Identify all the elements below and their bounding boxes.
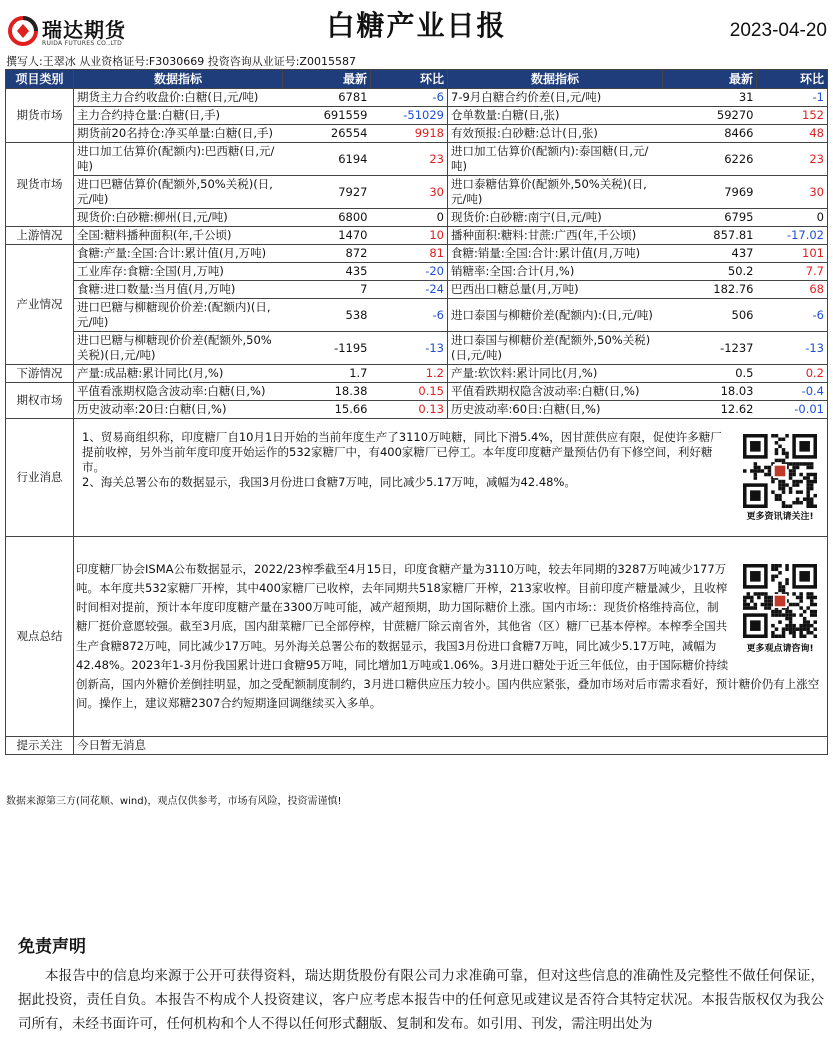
indicator-change: 30 (757, 176, 828, 209)
table-row (6, 107, 828, 125)
indicator-name: 平值看跌期权隐含波动率:白糖(日,%) (448, 383, 663, 401)
indicator-value: 691559 (283, 107, 371, 125)
indicator-value: 182.76 (663, 281, 757, 299)
author-line: 撰写人:王翠冰 从业资格证号:F3030669 投资咨询从业证号:Z0015587 (6, 55, 356, 68)
indicator-name: 进口加工估算价(配额内):巴西糖(日,元/吨) (74, 143, 283, 176)
qr-caption: 更多观点请咨询! (746, 643, 814, 654)
indicator-change: 0.13 (371, 401, 448, 419)
table-row (6, 263, 828, 281)
view-summary-text: 印度糖厂协会ISMA公布数据显示，2022/23榨季截至4月15日，印度食糖产量为3110万吨，较去年同期的3287万吨减少177万吨。本年度共532家糖厂开榨，其中400家糖厂已收榨，去年同期共518家糖厂开榨，213家收榨。目前印度产糖量减少，且收榨时间相对提前，预计本年度印度糖产量在3300万吨可能，减产超预期，助力国际糖价上涨。国内市场:：现货价格维持高位，制糖厂挺价意愿较强。截至3月底，国内甜菜糖厂已全部停榨，甘蔗糖厂除云南省外，其他省（区）糖厂已基本停榨。本榨季全国共生产食糖872万吨，同比减少17万吨。另外海关总署公布的数据显示，我国3月份进口食糖7万吨，同比减少5.17万吨，减幅为42.48%。2023年1-3月份我国累计进口食糖95万吨，同比增加1万吨或1.06%。3月进口糖处于近三年低位，由于国际糖价持续创新高，国内外糖价差倒挂明显，加之受配额制度制约，3月进口糖供应压力较小。国内供应紧张，叠加市场对后市需求看好，预计糖价仍有上涨空间。操作上，建议郑糖2307合约短期逢回调继续买入多单。 (76, 561, 820, 711)
indicator-name: 工业库存:食糖:全国(月,万吨) (74, 263, 283, 281)
indicator-name: 历史波动率:60日:白糖(日,%) (448, 401, 663, 419)
indicator-name: 进口泰国与柳糖价差(配额内):(日,元/吨) (448, 299, 663, 332)
indicator-change: 9918 (371, 125, 448, 143)
indicator-name: 巴西出口糖总量(月,万吨) (448, 281, 663, 299)
notice-row (6, 737, 828, 755)
report-date: 2023-04-20 (729, 20, 827, 41)
indicator-change: -17.02 (757, 227, 828, 245)
indicator-change: 30 (371, 176, 448, 209)
logo-text-cn: 瑞达期货 (42, 18, 126, 42)
section-label-downstream: 下游情况 (6, 365, 74, 383)
section-label-industry: 产业情况 (6, 245, 74, 365)
col-header-category: 项目类别 (6, 70, 74, 89)
table-row (6, 176, 828, 209)
section-label-notice: 提示关注 (6, 737, 74, 755)
data-source-note: 数据来源第三方(同花顺、wind)，观点仅供参考，市场有风险，投资需谨慎! (6, 796, 342, 807)
indicator-value: 6781 (283, 89, 371, 107)
indicator-change: -13 (757, 332, 828, 365)
indicator-change: 1.2 (371, 365, 448, 383)
col-header-change: 环比 (371, 70, 448, 89)
table-header-row (6, 70, 828, 89)
table-row (6, 332, 828, 365)
table-row (6, 227, 828, 245)
indicator-name: 进口巴糖与柳糖现价价差:(配额内)(日,元/吨) (74, 299, 283, 332)
indicator-name: 平值看涨期权隐含波动率:白糖(日,%) (74, 383, 283, 401)
indicator-value: 18.03 (663, 383, 757, 401)
indicator-value: 6795 (663, 209, 757, 227)
indicator-change: 7.7 (757, 263, 828, 281)
indicator-value: 26554 (283, 125, 371, 143)
report-title: 白糖产业日报 (326, 9, 507, 42)
indicator-change: 81 (371, 245, 448, 263)
indicator-name: 销糖率:全国:合计(月,%) (448, 263, 663, 281)
indicator-name: 现货价:白砂糖:柳州(日,元/吨) (74, 209, 283, 227)
indicator-name: 进口泰糖估算价(配额外,50%关税)(日,元/吨) (448, 176, 663, 209)
indicator-name: 产量:软饮料:累计同比(月,%) (448, 365, 663, 383)
indicator-name: 进口巴糖估算价(配额外,50%关税)(日,元/吨) (74, 176, 283, 209)
indicator-change: -6 (371, 299, 448, 332)
notice-text: 今日暂无消息 (74, 737, 828, 755)
indicator-value: 857.81 (663, 227, 757, 245)
qr-caption: 更多资讯请关注! (746, 512, 814, 522)
indicator-value: -1237 (663, 332, 757, 365)
col-header-change-2: 环比 (757, 70, 828, 89)
news-paragraph-1: 1、贸易商组织称，印度糖厂自10月1日开始的当前年度生产了3110万吨糖，同比下滑5.4%，因甘蔗供应有限，促使许多糖厂提前收榨，另外当前年度印度开始运作的532家糖厂中，有400家糖厂已停工。本年度印度糖产量预估仍有下修空间，利好糖市。 (82, 430, 722, 474)
section-label-options: 期权市场 (6, 383, 74, 419)
qr-code-icon (743, 564, 817, 638)
indicator-value: 59270 (663, 107, 757, 125)
indicator-change: 68 (757, 281, 828, 299)
indicator-change: -51029 (371, 107, 448, 125)
section-label-news: 行业消息 (6, 419, 74, 537)
view-qr-block (735, 560, 825, 659)
indicator-value: 50.2 (663, 263, 757, 281)
indicator-value: 435 (283, 263, 371, 281)
table-row (6, 143, 828, 176)
indicator-name: 播种面积:糖料:甘蔗:广西(年,千公顷) (448, 227, 663, 245)
indicator-change: -6 (371, 89, 448, 107)
table-row (6, 125, 828, 143)
indicator-change: 23 (757, 143, 828, 176)
indicator-value: 6800 (283, 209, 371, 227)
indicator-change: -6 (757, 299, 828, 332)
news-paragraph-2: 2、海关总署公布的数据显示，我国3月份进口食糖7万吨，同比减少5.17万吨，减幅为42.48%。 (82, 475, 576, 489)
indicator-change: 101 (757, 245, 828, 263)
indicator-value: 31 (663, 89, 757, 107)
col-header-latest-2: 最新 (663, 70, 757, 89)
indicator-value: 1470 (283, 227, 371, 245)
news-qr-block (735, 430, 825, 525)
indicator-change: -24 (371, 281, 448, 299)
table-row (6, 245, 828, 263)
indicator-name: 食糖:产量:全国:合计:累计值(月,万吨) (74, 245, 283, 263)
indicator-name: 进口泰国与柳糖价差(配额外,50%关税)(日,元/吨) (448, 332, 663, 365)
indicator-value: 437 (663, 245, 757, 263)
indicator-name: 历史波动率:20日:白糖(日,%) (74, 401, 283, 419)
indicator-value: 6226 (663, 143, 757, 176)
indicator-change: -0.4 (757, 383, 828, 401)
indicator-name: 产量:成品糖:累计同比(月,%) (74, 365, 283, 383)
section-label-spot: 现货市场 (6, 143, 74, 227)
table-row (6, 89, 828, 107)
indicator-change: 48 (757, 125, 828, 143)
table-row (6, 209, 828, 227)
indicator-change: -1 (757, 89, 828, 107)
indicator-value: -1195 (283, 332, 371, 365)
logo-text-en: RUIDA FUTURES CO.,LTD (42, 40, 123, 47)
indicator-value: 7 (283, 281, 371, 299)
col-header-latest: 最新 (283, 70, 371, 89)
table-row (6, 281, 828, 299)
indicator-name: 食糖:进口数量:当月值(月,万吨) (74, 281, 283, 299)
indicator-change: 0 (371, 209, 448, 227)
indicator-change: 0 (757, 209, 828, 227)
col-header-indicator: 数据指标 (74, 70, 283, 89)
col-header-indicator-2: 数据指标 (448, 70, 663, 89)
indicator-change: 0.2 (757, 365, 828, 383)
news-row (6, 419, 828, 537)
indicator-change: 152 (757, 107, 828, 125)
indicator-name: 仓单数量:白糖(日,张) (448, 107, 663, 125)
indicator-change: 0.15 (371, 383, 448, 401)
indicator-value: 538 (283, 299, 371, 332)
indicator-change: -0.01 (757, 401, 828, 419)
data-table (5, 69, 828, 755)
indicator-name: 期货前20名持仓:净买单量:白糖(日,手) (74, 125, 283, 143)
section-label-upstream: 上游情况 (6, 227, 74, 245)
indicator-name: 主力合约持仓量:白糖(日,手) (74, 107, 283, 125)
table-row (6, 401, 828, 419)
report-header (0, 0, 833, 52)
indicator-change: 10 (371, 227, 448, 245)
indicator-value: 7969 (663, 176, 757, 209)
indicator-name: 现货价:白砂糖:南宁(日,元/吨) (448, 209, 663, 227)
indicator-name: 进口巴糖与柳糖现价价差(配额外,50%关税)(日,元/吨) (74, 332, 283, 365)
indicator-name: 全国:糖料播种面积(年,千公顷) (74, 227, 283, 245)
disclaimer-body: 本报告中的信息均来源于公开可获得资料，瑞达期货股份有限公司力求准确可靠，但对这些信息的准确性及完整性不做任何保证，据此投资，责任自负。本报告不构成个人投资建议，客户应考虑本报告中的任何意见或建议是否符合其特定状况。本报告版权仅为我公司所有，未经书面许可，任何机构和个人不得以任何形式翻版、复制和发布。如引用、刊发，需注明出处为 (18, 968, 824, 1032)
indicator-name: 有效预报:白砂糖:总计(日,张) (448, 125, 663, 143)
indicator-name: 食糖:销量:全国:合计:累计值(月,万吨) (448, 245, 663, 263)
indicator-name: 7-9月白糖合约价差(日,元/吨) (448, 89, 663, 107)
indicator-value: 872 (283, 245, 371, 263)
section-label-view: 观点总结 (6, 537, 74, 737)
table-row (6, 365, 828, 383)
indicator-change: -13 (371, 332, 448, 365)
indicator-value: 506 (663, 299, 757, 332)
indicator-value: 0.5 (663, 365, 757, 383)
indicator-value: 6194 (283, 143, 371, 176)
disclaimer-title: 免责声明 (18, 937, 86, 957)
indicator-change: -20 (371, 263, 448, 281)
table-row (6, 383, 828, 401)
indicator-value: 12.62 (663, 401, 757, 419)
indicator-change: 23 (371, 143, 448, 176)
table-row (6, 299, 828, 332)
indicator-value: 1.7 (283, 365, 371, 383)
indicator-value: 8466 (663, 125, 757, 143)
indicator-name: 进口加工估算价(配额内):泰国糖(日,元/吨) (448, 143, 663, 176)
indicator-name: 期货主力合约收盘价:白糖(日,元/吨) (74, 89, 283, 107)
qr-code-icon (743, 434, 817, 508)
indicator-value: 7927 (283, 176, 371, 209)
indicator-value: 15.66 (283, 401, 371, 419)
section-label-futures: 期货市场 (6, 89, 74, 143)
view-row (6, 537, 828, 737)
indicator-value: 18.38 (283, 383, 371, 401)
